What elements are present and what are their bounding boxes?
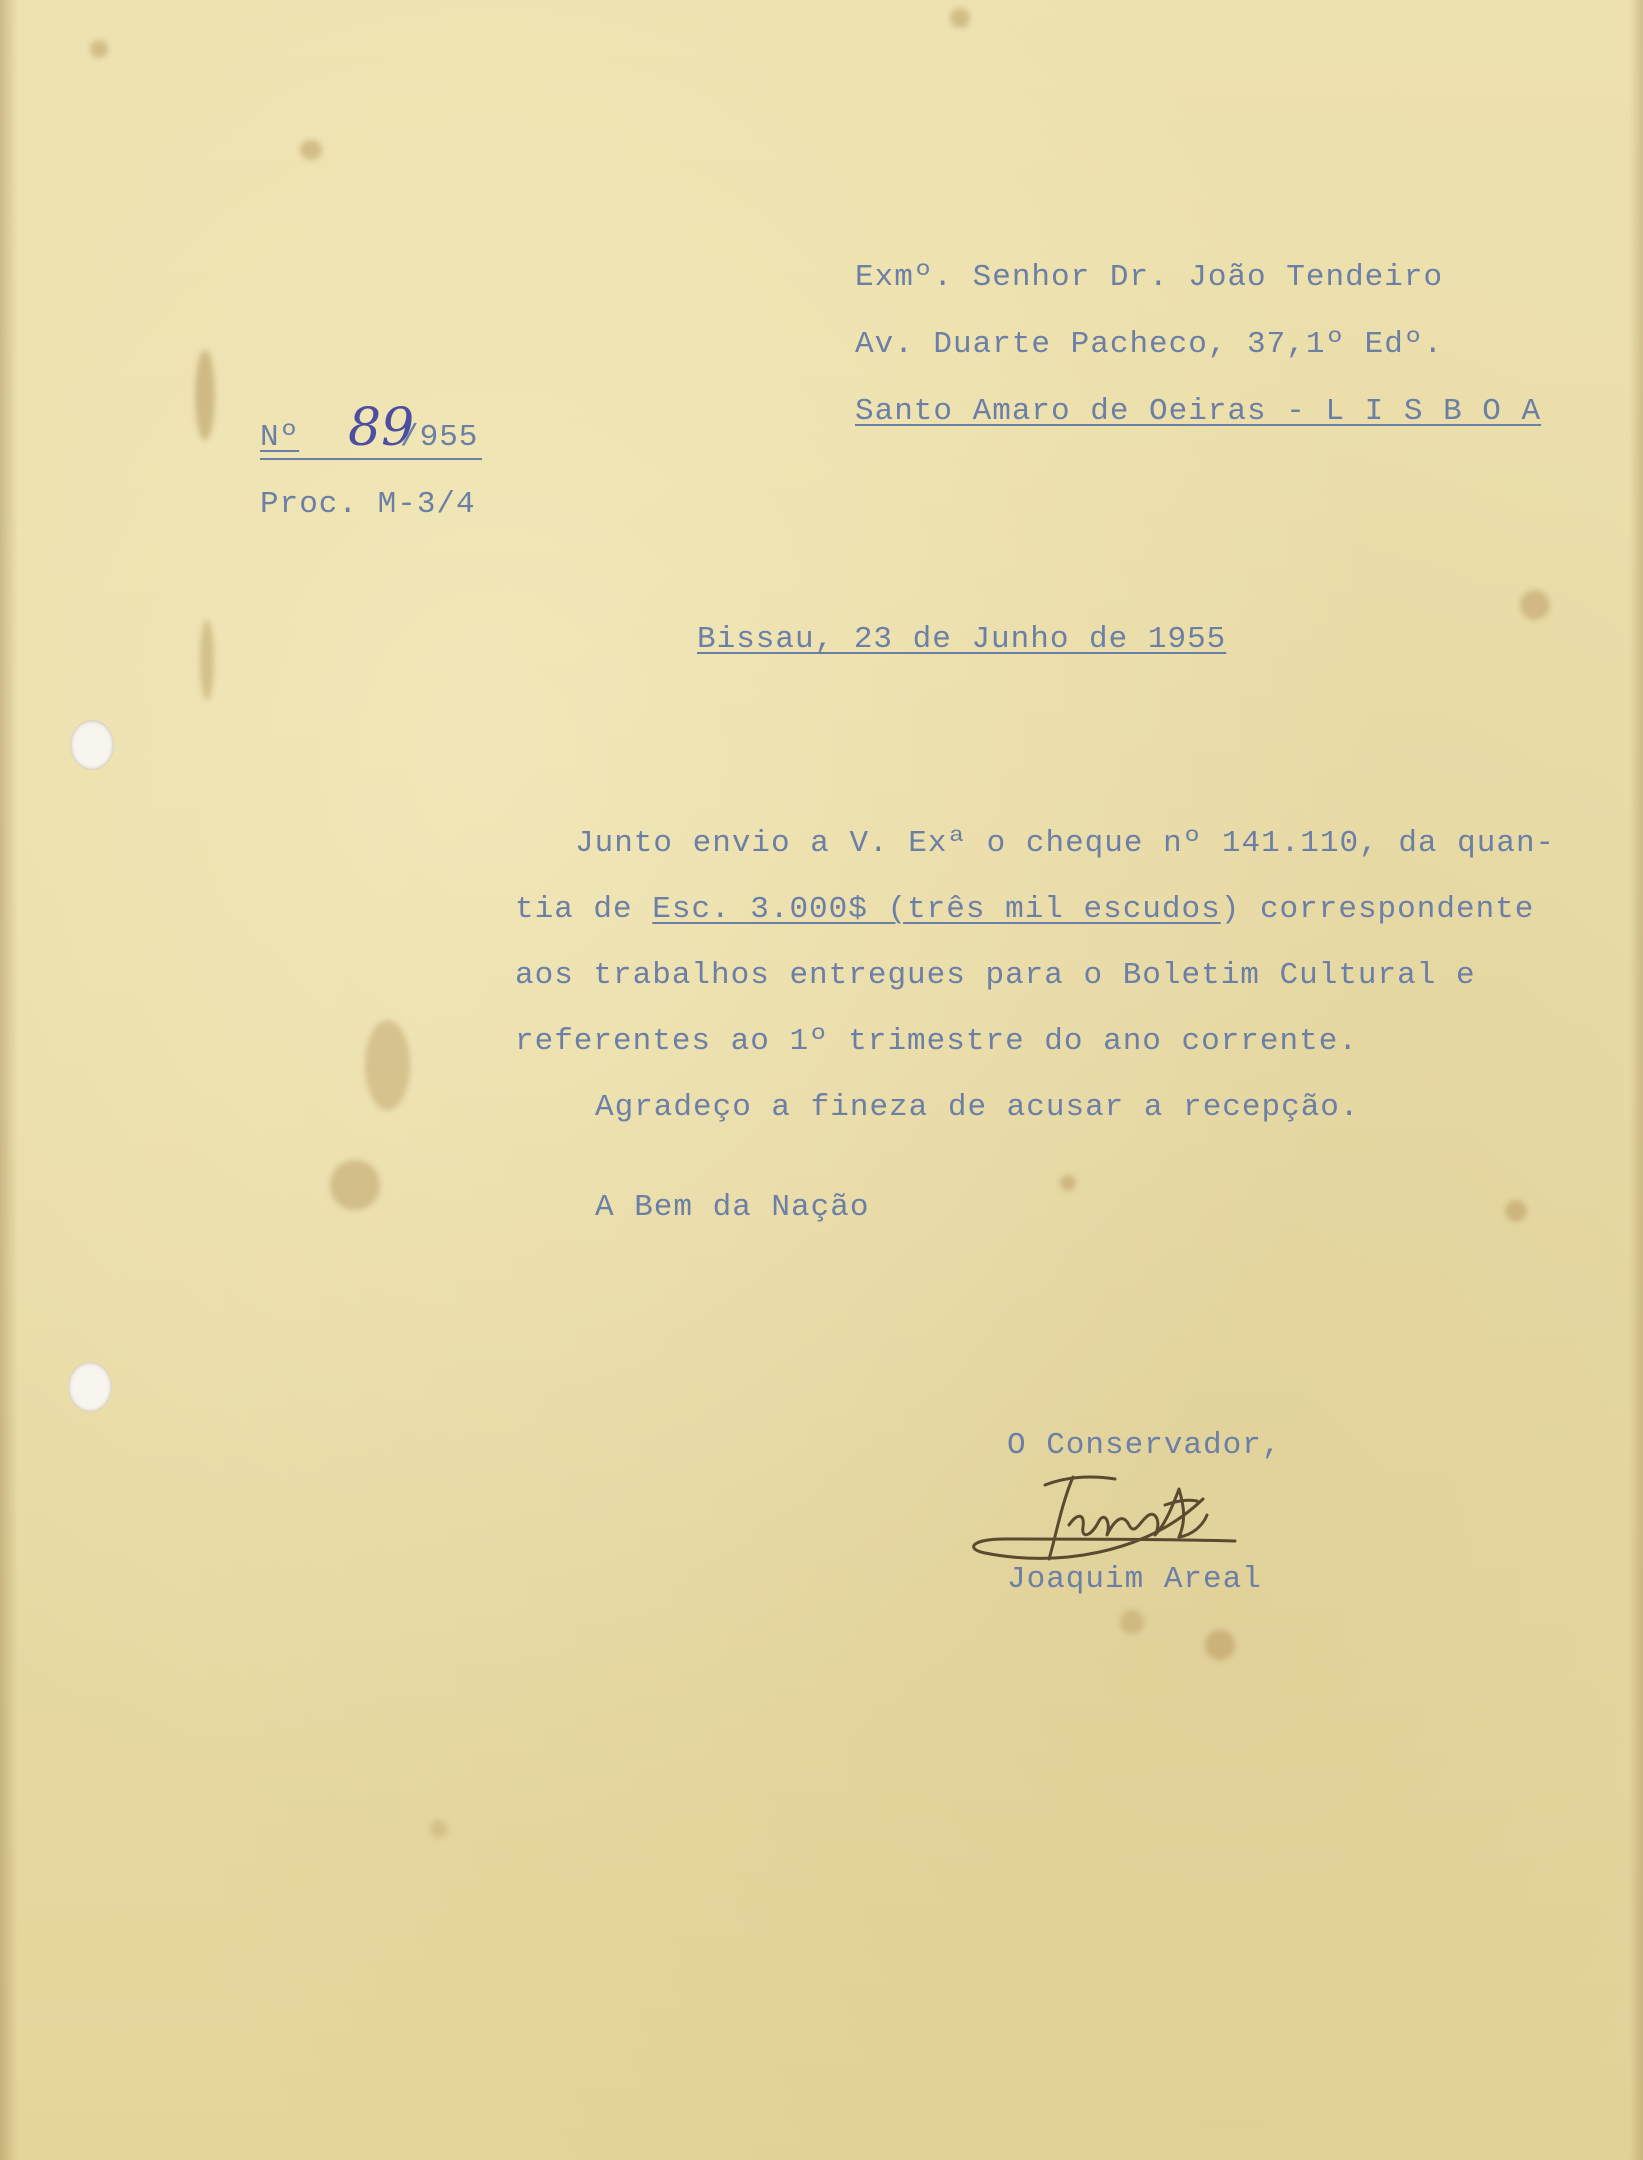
stain [1205, 1630, 1235, 1660]
date-line: Bissau, 23 de Junho de 1955 [697, 622, 1227, 657]
stain [1520, 590, 1550, 620]
addressee-line-3: Santo Amaro de Oeiras - L I S B O A [855, 394, 1542, 429]
paper-edge-left [0, 0, 18, 2160]
stain [200, 620, 214, 700]
stain [1060, 1175, 1076, 1191]
body-line-2-start: tia de [515, 892, 653, 927]
punch-hole [70, 720, 114, 770]
body-line-1: Junto envio a V. Exª o cheque nº 141.110, da quan- [575, 826, 1556, 861]
reference-underline [260, 458, 482, 460]
stain [1120, 1610, 1144, 1634]
stain [330, 1160, 380, 1210]
body-line-5: Agradeço a fineza de acusar a recepção. [595, 1090, 1360, 1125]
body-line-4: referentes ao 1º trimestre do ano corrente. [515, 1024, 1358, 1059]
process-reference: Proc. M-3/4 [260, 487, 476, 522]
body-line-2-end: ) correspondente [1220, 892, 1535, 927]
closing-salutation: A Bem da Nação [595, 1190, 870, 1225]
stain [430, 1820, 448, 1838]
paper-edge-right [1629, 0, 1643, 2160]
signatory-name: Joaquim Areal [1007, 1562, 1262, 1597]
punch-hole [68, 1362, 112, 1412]
addressee-line-1: Exmº. Senhor Dr. João Tendeiro [855, 260, 1444, 295]
stain [300, 140, 322, 160]
stain [90, 40, 108, 58]
signatory-title: O Conservador, [1007, 1428, 1282, 1463]
reference-number-handwritten: 89 [348, 398, 415, 458]
addressee-line-2: Av. Duarte Pacheco, 37,1º Edº. [855, 327, 1444, 362]
payment-amount: Esc. 3.000$ (três mil escudos [652, 892, 1221, 927]
stain [195, 350, 215, 440]
stain [950, 8, 970, 28]
stain [365, 1020, 410, 1110]
body-line-3: aos trabalhos entregues para o Boletim Cultural e [515, 958, 1476, 993]
stain [1505, 1200, 1527, 1222]
body-line-2 [515, 892, 1534, 927]
reference-number-suffix: /955 [400, 420, 479, 455]
reference-number-prefix: Nº [260, 420, 300, 455]
